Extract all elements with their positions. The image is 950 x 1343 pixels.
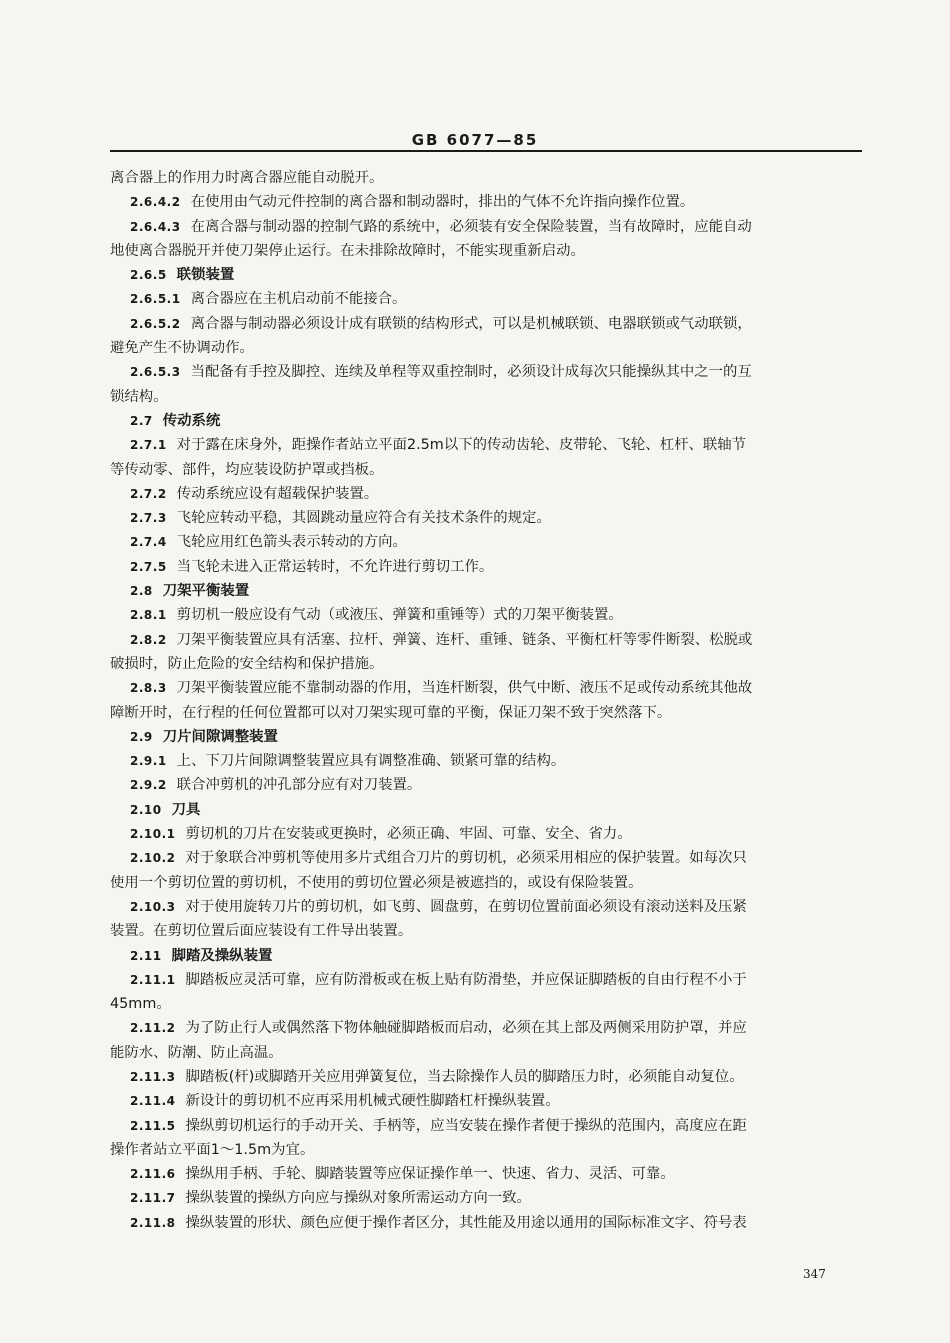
- document-header: GB 6077—85: [411, 131, 539, 149]
- clause-text: 新设计的剪切机不应再采用机械式硬性脚踏杠杆操纵装置。: [185, 1093, 560, 1110]
- clause-number: 2.11.8: [130, 1215, 176, 1230]
- clause-text: 脚踏板应灵活可靠，应有防滑板或在板上贴有防滑垫，并应保证脚踏板的自由行程不小于: [185, 971, 747, 988]
- clause-text: 对于使用旋转刀片的剪切机，如飞剪、圆盘剪，在剪切位置前面必须设有滚动送料及压紧: [185, 898, 747, 915]
- text-line: [110, 1138, 862, 1162]
- clause-text: 操纵用手柄、手轮、脚踏装置等应保证操作单一、快速、省力、灵活、可靠。: [185, 1166, 675, 1183]
- text-line: [110, 482, 862, 506]
- clause-text: 操纵装置的操纵方向应与操纵对象所需运动方向一致。: [185, 1190, 531, 1207]
- clause-text: 45mm。: [110, 996, 171, 1013]
- clause-text: 当飞轮未进入正常运转时，不允许进行剪切工作。: [176, 558, 494, 575]
- clause-text: 剪切机一般应设有气动（或液压、弹簧和重锤等）式的刀架平衡装置。: [176, 607, 623, 624]
- text-line: [110, 919, 862, 943]
- text-line: [110, 1089, 862, 1113]
- clause-text: 操纵剪切机运行的手动开关、手柄等，应当安装在操作者便于操纵的范围内，高度应在距: [185, 1117, 747, 1134]
- document-body: [110, 166, 862, 1235]
- text-line: [110, 1186, 862, 1210]
- text-line: [110, 701, 862, 725]
- clause-number: 2.6.5: [130, 268, 167, 283]
- page-number: 347: [803, 1267, 826, 1281]
- text-line: [110, 992, 862, 1016]
- text-line: [110, 506, 862, 530]
- clause-number: 2.6.5.1: [130, 292, 181, 307]
- text-line: [110, 239, 862, 263]
- text-line: [110, 385, 862, 409]
- clause-number: 2.6.4.3: [130, 219, 181, 234]
- text-line: [110, 433, 862, 457]
- clause-number: 2.10.3: [130, 899, 176, 914]
- header-rule: [110, 150, 862, 152]
- text-line: [110, 1041, 862, 1065]
- clause-number: 2.11.6: [130, 1167, 176, 1182]
- clause-number: 2.9.2: [130, 778, 167, 793]
- clause-number: 2.10.2: [130, 851, 176, 866]
- clause-text: 联锁装置: [176, 267, 235, 284]
- text-line: [110, 166, 862, 190]
- text-line: [110, 190, 862, 214]
- text-line: [110, 530, 862, 554]
- section-heading: [110, 944, 862, 968]
- text-line: [110, 336, 862, 360]
- text-line: [110, 652, 862, 676]
- text-line: [110, 846, 862, 870]
- clause-number: 2.11.1: [130, 972, 176, 987]
- clause-text: 刀架平衡装置应具有活塞、拉杆、弹簧、连杆、重锤、链条、平衡杠杆等零件断裂、松脱或: [176, 631, 753, 648]
- clause-text: 使用一个剪切位置的剪切机，不使用的剪切位置必须是被遮挡的，或设有保险装置。: [110, 874, 643, 891]
- clause-number: 2.6.5.3: [130, 365, 181, 380]
- text-line: [110, 822, 862, 846]
- clause-text: 在离合器与制动器的控制气路的系统中，必须装有安全保险装置，当有故障时，应能自动: [190, 218, 752, 235]
- clause-text: 刀具: [171, 801, 201, 818]
- text-line: [110, 1162, 862, 1186]
- section-heading: [110, 798, 862, 822]
- text-line: [110, 773, 862, 797]
- clause-text: 障断开时，在行程的任何位置都可以对刀架实现可靠的平衡，保证刀架不致于突然落下。: [110, 704, 672, 721]
- clause-number: 2.7.4: [130, 535, 167, 550]
- clause-text: 飞轮应用红色箭头表示转动的方向。: [176, 534, 407, 551]
- clause-text: 等传动零、部件，均应装设防护罩或挡板。: [110, 461, 384, 478]
- clause-text: 上、下刀片间隙调整装置应具有调整准确、锁紧可靠的结构。: [176, 753, 566, 770]
- clause-number: 2.11.7: [130, 1191, 176, 1206]
- clause-number: 2.6.5.2: [130, 316, 181, 331]
- clause-number: 2.7.1: [130, 438, 167, 453]
- text-line: [110, 287, 862, 311]
- clause-text: 离合器与制动器必须设计成有联锁的结构形式，可以是机械联锁、电器联锁或气动联锁，: [190, 315, 752, 332]
- clause-number: 2.8.2: [130, 632, 167, 647]
- clause-text: 破损时，防止危险的安全结构和保护措施。: [110, 655, 384, 672]
- clause-number: 2.11: [130, 948, 162, 963]
- section-heading: [110, 725, 862, 749]
- clause-number: 2.11.5: [130, 1118, 176, 1133]
- clause-text: 对于露在床身外，距操作者站立平面2.5m以下的传动齿轮、皮带轮、飞轮、杠杆、联轴节: [176, 437, 747, 454]
- clause-text: 锁结构。: [110, 388, 168, 405]
- text-line: [110, 360, 862, 384]
- text-line: [110, 968, 862, 992]
- clause-text: 脚踏板(杆)或脚踏开关应用弹簧复位，当去除操作人员的脚踏压力时，必须能自动复位。: [185, 1068, 744, 1085]
- text-line: [110, 1016, 862, 1040]
- clause-text: 刀片间隙调整装置: [162, 728, 278, 745]
- clause-text: 联合冲剪机的冲孔部分应有对刀装置。: [176, 777, 422, 794]
- clause-number: 2.9: [130, 729, 153, 744]
- clause-text: 操纵装置的形状、颜色应便于操作者区分，其性能及用途以通用的国际标准文字、符号表: [185, 1214, 747, 1231]
- text-line: [110, 1065, 862, 1089]
- clause-text: 传动系统应设有超载保护装置。: [176, 485, 379, 502]
- text-line: [110, 676, 862, 700]
- clause-text: 能防水、防潮、防止高温。: [110, 1044, 283, 1061]
- clause-number: 2.7: [130, 413, 153, 428]
- text-line: [110, 215, 862, 239]
- text-line: [110, 458, 862, 482]
- text-line: [110, 895, 862, 919]
- clause-text: 传动系统: [162, 412, 221, 429]
- clause-number: 2.11.3: [130, 1069, 176, 1084]
- clause-number: 2.10.1: [130, 827, 176, 842]
- clause-text: 剪切机的刀片在安装或更换时，必须正确、牢固、可靠、安全、省力。: [185, 826, 632, 843]
- text-line: [110, 749, 862, 773]
- text-line: [110, 603, 862, 627]
- clause-text: 飞轮应转动平稳，其圆跳动量应符合有关技术条件的规定。: [176, 510, 551, 527]
- clause-number: 2.9.1: [130, 754, 167, 769]
- clause-text: 离合器上的作用力时离合器应能自动脱开。: [110, 170, 384, 186]
- section-heading: [110, 263, 862, 287]
- clause-text: 对于象联合冲剪机等使用多片式组合刀片的剪切机，必须采用相应的保护装置。如每次只: [185, 850, 747, 867]
- clause-text: 地使离合器脱开并使刀架停止运行。在未排除故障时，不能实现重新启动。: [110, 242, 585, 259]
- clause-text: 装置。在剪切位置后面应装设有工件导出装置。: [110, 923, 413, 940]
- clause-number: 2.11.4: [130, 1094, 176, 1109]
- clause-text: 避免产生不协调动作。: [110, 340, 254, 357]
- clause-number: 2.7.2: [130, 486, 167, 501]
- clause-number: 2.11.2: [130, 1021, 176, 1036]
- text-line: [110, 1211, 862, 1235]
- clause-number: 2.10: [130, 802, 162, 817]
- text-line: [110, 1114, 862, 1138]
- clause-number: 2.8: [130, 584, 153, 599]
- clause-text: 刀架平衡装置应能不靠制动器的作用，当连杆断裂，供气中断、液压不足或传动系统其他故: [176, 680, 753, 697]
- text-line: [110, 555, 862, 579]
- clause-number: 2.7.5: [130, 559, 167, 574]
- clause-text: 操作者站立平面1～1.5m为宜。: [110, 1141, 315, 1158]
- clause-text: 刀架平衡装置: [162, 583, 250, 600]
- clause-text: 在使用由气动元件控制的离合器和制动器时，排出的气体不允许指向操作位置。: [190, 194, 695, 211]
- clause-number: 2.7.3: [130, 511, 167, 526]
- section-heading: [110, 579, 862, 603]
- clause-number: 2.8.3: [130, 681, 167, 696]
- text-line: [110, 871, 862, 895]
- clause-text: 脚踏及操纵装置: [171, 947, 273, 964]
- clause-text: 当配备有手控及脚控、连续及单程等双重控制时，必须设计成每次只能操纵其中之一的互: [190, 364, 752, 381]
- clause-number: 2.8.1: [130, 608, 167, 623]
- text-line: [110, 312, 862, 336]
- clause-number: 2.6.4.2: [130, 195, 181, 210]
- section-heading: [110, 409, 862, 433]
- clause-text: 离合器应在主机启动前不能接合。: [190, 291, 407, 308]
- text-line: [110, 628, 862, 652]
- clause-text: 为了防止行人或偶然落下物体触碰脚踏板而启动，必须在其上部及两侧采用防护罩，并应: [185, 1020, 747, 1037]
